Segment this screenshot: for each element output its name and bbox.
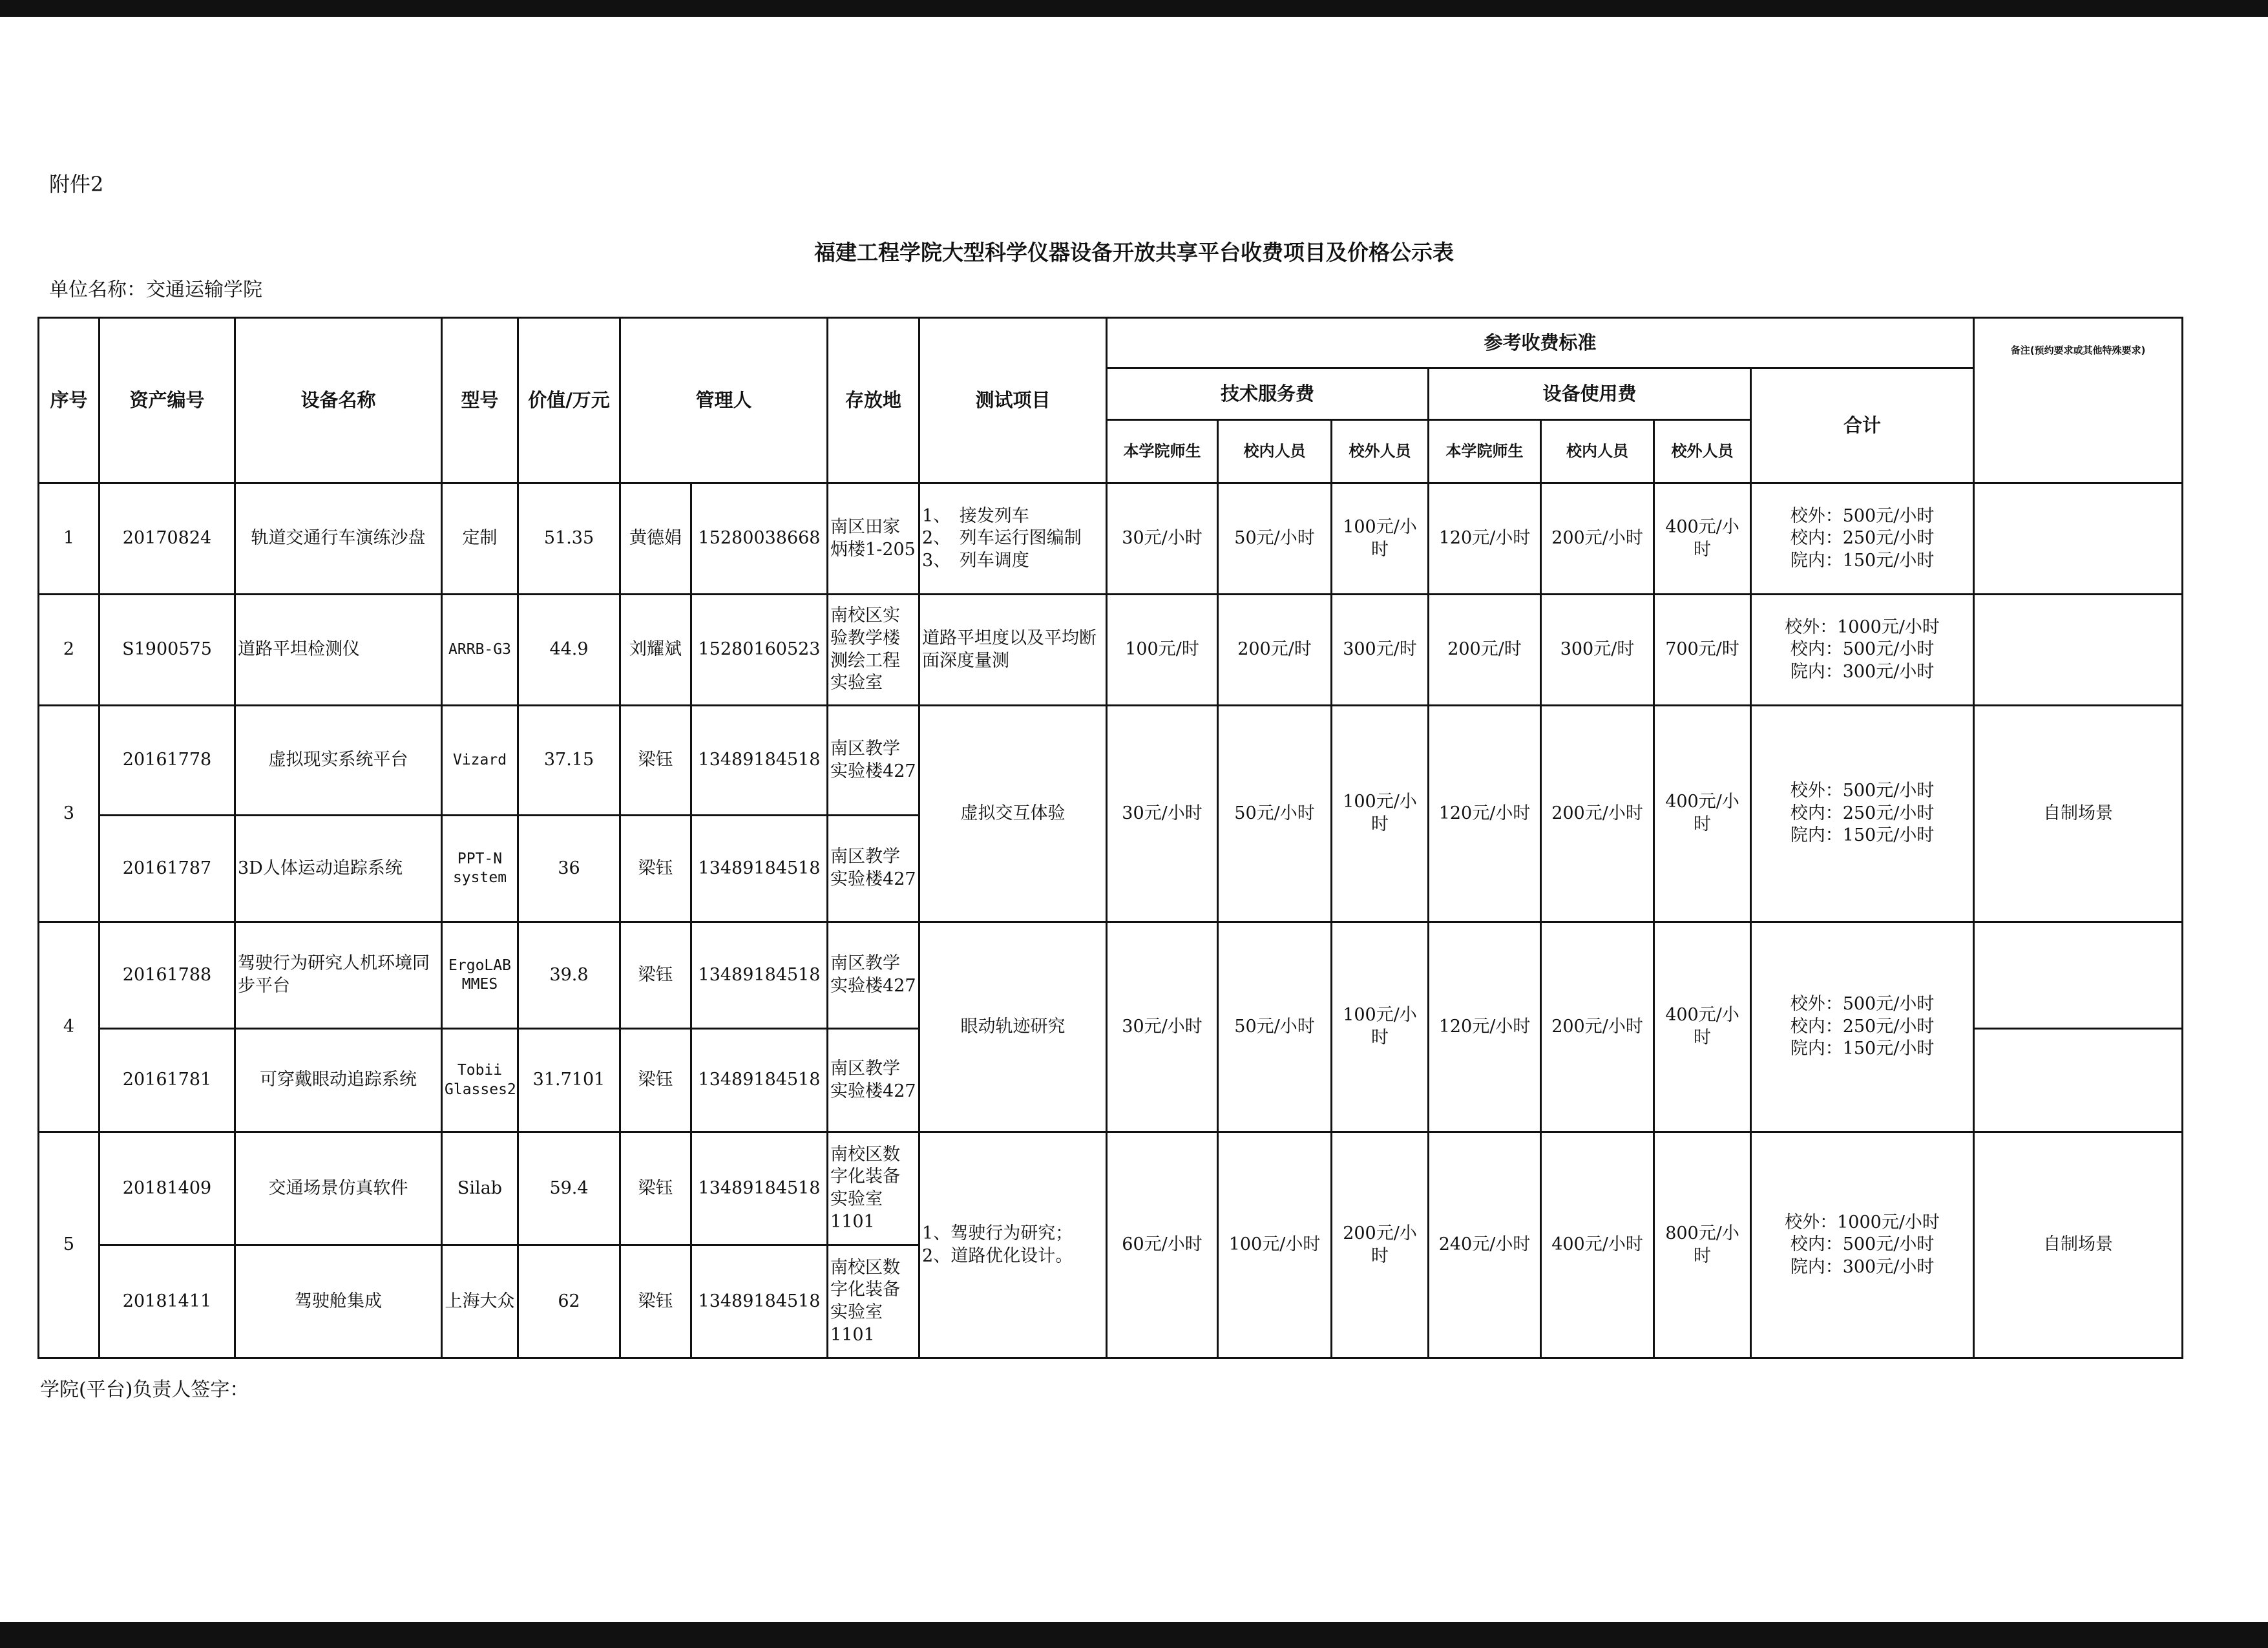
device-name-cell: 可穿戴眼动追踪系统 bbox=[235, 1029, 442, 1132]
asset-no-cell: 20161781 bbox=[100, 1029, 235, 1132]
usage-fee-off-campus-cell: 400元/小时 bbox=[1654, 483, 1751, 595]
test-item: 2、 列车运行图编制 bbox=[922, 528, 1082, 549]
page-title: 福建工程学院大型科学仪器设备开放共享平台收费项目及价格公示表 bbox=[814, 240, 1454, 265]
usage-fee-on-campus-cell: 200元/小时 bbox=[1541, 922, 1654, 1132]
asset-no-cell: 20161787 bbox=[100, 816, 235, 922]
phone-cell: 15280160523 bbox=[691, 595, 828, 706]
header-tech-off-campus: 校外人员 bbox=[1332, 420, 1429, 483]
manager-name-cell: 梁钰 bbox=[620, 1245, 691, 1358]
total-cell bbox=[1751, 1132, 1974, 1358]
total-line: 校内：250元/小时 bbox=[1790, 803, 1935, 823]
signature-label: 学院(平台)负责人签字： bbox=[40, 1379, 249, 1401]
value-cell: 39.8 bbox=[518, 922, 620, 1029]
header-asset-no: 资产编号 bbox=[100, 318, 235, 483]
tech-fee-on-campus-cell: 50元/小时 bbox=[1218, 922, 1332, 1132]
location-cell: 南区教学实验楼427 bbox=[828, 816, 919, 922]
scan-border-bottom bbox=[0, 1622, 2268, 1648]
phone-cell: 13489184518 bbox=[691, 706, 828, 816]
header-tech-on-campus: 校内人员 bbox=[1218, 420, 1332, 483]
tech-fee-college-cell: 60元/小时 bbox=[1107, 1132, 1218, 1358]
unit-label: 单位名称：交通运输学院 bbox=[49, 279, 262, 301]
location-cell: 南区田家炳楼1-205 bbox=[828, 483, 919, 595]
tech-fee-on-campus-cell: 50元/小时 bbox=[1218, 483, 1332, 595]
total-line: 校内：500元/小时 bbox=[1790, 1234, 1935, 1255]
total-line: 院内：300元/小时 bbox=[1790, 661, 1935, 682]
table-row bbox=[39, 1132, 2183, 1245]
test-item: 2、道路优化设计。 bbox=[922, 1245, 1073, 1266]
usage-fee-off-campus-cell: 400元/小时 bbox=[1654, 922, 1751, 1132]
tech-fee-off-campus-cell: 100元/小时 bbox=[1332, 922, 1429, 1132]
header-location: 存放地 bbox=[828, 318, 919, 483]
attachment-label: 附件2 bbox=[49, 172, 104, 196]
phone-cell: 13489184518 bbox=[691, 816, 828, 922]
phone-cell: 13489184518 bbox=[691, 1029, 828, 1132]
scan-border-top bbox=[0, 0, 2268, 17]
test-items-cell: 道路平坦度以及平均断面深度量测 bbox=[919, 595, 1107, 706]
tech-fee-on-campus-cell: 100元/小时 bbox=[1218, 1132, 1332, 1358]
total-cell bbox=[1751, 922, 1974, 1132]
header-seq: 序号 bbox=[39, 318, 100, 483]
usage-fee-on-campus-cell: 200元/小时 bbox=[1541, 483, 1654, 595]
device-name-cell: 道路平坦检测仪 bbox=[235, 595, 442, 706]
model-cell: PPT-N system bbox=[442, 816, 518, 922]
header-usage-college: 本学院师生 bbox=[1429, 420, 1541, 483]
usage-fee-college-cell: 120元/小时 bbox=[1429, 922, 1541, 1132]
test-item: 1、 接发列车 bbox=[922, 505, 1029, 526]
remark-cell bbox=[1974, 483, 2183, 595]
header-fee-standard: 参考收费标准 bbox=[1107, 318, 1974, 368]
value-cell: 62 bbox=[518, 1245, 620, 1358]
phone-cell: 13489184518 bbox=[691, 922, 828, 1029]
manager-name-cell: 梁钰 bbox=[620, 706, 691, 816]
tech-fee-off-campus-cell: 200元/小时 bbox=[1332, 1132, 1429, 1358]
header-usage-on-campus: 校内人员 bbox=[1541, 420, 1654, 483]
header-tech-college: 本学院师生 bbox=[1107, 420, 1218, 483]
test-items-cell: 眼动轨迹研究 bbox=[919, 922, 1107, 1132]
device-name-cell: 驾驶行为研究人机环境同步平台 bbox=[235, 922, 442, 1029]
model-cell: 定制 bbox=[442, 483, 518, 595]
header-remark: 备注(预约要求或其他特殊要求) bbox=[1974, 318, 2183, 483]
total-line: 校内：500元/小时 bbox=[1790, 639, 1935, 660]
location-cell: 南区教学实验楼427 bbox=[828, 922, 919, 1029]
header-usage-fee: 设备使用费 bbox=[1429, 368, 1751, 420]
total-line: 校内：250元/小时 bbox=[1790, 1016, 1935, 1037]
remark-cell bbox=[1974, 922, 2183, 1029]
header-value: 价值/万元 bbox=[518, 318, 620, 483]
value-cell: 59.4 bbox=[518, 1132, 620, 1245]
value-cell: 31.7101 bbox=[518, 1029, 620, 1132]
usage-fee-off-campus-cell: 800元/小时 bbox=[1654, 1132, 1751, 1358]
location-cell: 南校区数字化装备实验室1101 bbox=[828, 1245, 919, 1358]
tech-fee-off-campus-cell: 100元/小时 bbox=[1332, 483, 1429, 595]
tech-fee-off-campus-cell: 100元/小时 bbox=[1332, 706, 1429, 922]
remark-cell bbox=[1974, 1029, 2183, 1132]
total-line: 院内：150元/小时 bbox=[1790, 550, 1935, 571]
device-name-cell: 3D人体运动追踪系统 bbox=[235, 816, 442, 922]
model-cell: ErgoLAB MMES bbox=[442, 922, 518, 1029]
manager-name-cell: 梁钰 bbox=[620, 1029, 691, 1132]
asset-no-cell: 20161778 bbox=[100, 706, 235, 816]
test-items-cell bbox=[919, 1132, 1107, 1358]
total-line: 校外：1000元/小时 bbox=[1785, 617, 1940, 637]
total-line: 院内：150元/小时 bbox=[1790, 1039, 1935, 1059]
seq-cell: 2 bbox=[39, 595, 100, 706]
total-line: 校外：1000元/小时 bbox=[1785, 1212, 1940, 1232]
fee-table bbox=[37, 317, 2183, 1359]
total-line: 院内：300元/小时 bbox=[1790, 1256, 1935, 1277]
location-cell: 南区教学实验楼427 bbox=[828, 1029, 919, 1132]
usage-fee-on-campus-cell: 400元/小时 bbox=[1541, 1132, 1654, 1358]
usage-fee-college-cell: 120元/小时 bbox=[1429, 706, 1541, 922]
value-cell: 37.15 bbox=[518, 706, 620, 816]
total-line: 院内：150元/小时 bbox=[1790, 825, 1935, 846]
usage-fee-off-campus-cell: 400元/小时 bbox=[1654, 706, 1751, 922]
seq-cell: 3 bbox=[39, 706, 100, 922]
usage-fee-on-campus-cell: 200元/小时 bbox=[1541, 706, 1654, 922]
tech-fee-college-cell: 30元/小时 bbox=[1107, 483, 1218, 595]
usage-fee-off-campus-cell: 700元/时 bbox=[1654, 595, 1751, 706]
asset-no-cell: 20170824 bbox=[100, 483, 235, 595]
header-device-name: 设备名称 bbox=[235, 318, 442, 483]
asset-no-cell: 20161788 bbox=[100, 922, 235, 1029]
remark-cell bbox=[1974, 595, 2183, 706]
model-cell: ARRB-G3 bbox=[442, 595, 518, 706]
table-row bbox=[39, 706, 2183, 816]
usage-fee-college-cell: 240元/小时 bbox=[1429, 1132, 1541, 1358]
table-row bbox=[39, 483, 2183, 595]
asset-no-cell: S1900575 bbox=[100, 595, 235, 706]
model-cell: 上海大众 bbox=[442, 1245, 518, 1358]
header-model: 型号 bbox=[442, 318, 518, 483]
manager-name-cell: 梁钰 bbox=[620, 922, 691, 1029]
tech-fee-college-cell: 100元/时 bbox=[1107, 595, 1218, 706]
total-line: 校外：500元/小时 bbox=[1790, 994, 1935, 1015]
remark-cell: 自制场景 bbox=[1974, 706, 2183, 922]
total-line: 校外：500元/小时 bbox=[1790, 505, 1935, 526]
manager-name-cell: 梁钰 bbox=[620, 1132, 691, 1245]
tech-fee-off-campus-cell: 300元/时 bbox=[1332, 595, 1429, 706]
header-test-items: 测试项目 bbox=[919, 318, 1107, 483]
asset-no-cell: 20181409 bbox=[100, 1132, 235, 1245]
table-row bbox=[39, 595, 2183, 706]
device-name-cell: 轨道交通行车演练沙盘 bbox=[235, 483, 442, 595]
test-item: 1、驾驶行为研究； bbox=[922, 1223, 1073, 1243]
tech-fee-college-cell: 30元/小时 bbox=[1107, 706, 1218, 922]
location-cell: 南校区实验教学楼 测绘工程 实验室 bbox=[828, 595, 919, 706]
tech-fee-on-campus-cell: 200元/时 bbox=[1218, 595, 1332, 706]
usage-fee-college-cell: 120元/小时 bbox=[1429, 483, 1541, 595]
device-name-cell: 驾驶舱集成 bbox=[235, 1245, 442, 1358]
location-cell: 南区教学实验楼427 bbox=[828, 706, 919, 816]
total-cell bbox=[1751, 595, 1974, 706]
test-item: 3、 列车调度 bbox=[922, 550, 1029, 571]
phone-cell: 13489184518 bbox=[691, 1245, 828, 1358]
asset-no-cell: 20181411 bbox=[100, 1245, 235, 1358]
device-name-cell: 虚拟现实系统平台 bbox=[235, 706, 442, 816]
test-items-cell: 虚拟交互体验 bbox=[919, 706, 1107, 922]
remark-cell: 自制场景 bbox=[1974, 1132, 2183, 1358]
usage-fee-on-campus-cell: 300元/时 bbox=[1541, 595, 1654, 706]
manager-name-cell: 刘耀斌 bbox=[620, 595, 691, 706]
seq-cell: 1 bbox=[39, 483, 100, 595]
phone-cell: 15280038668 bbox=[691, 483, 828, 595]
header-usage-off-campus: 校外人员 bbox=[1654, 420, 1751, 483]
value-cell: 51.35 bbox=[518, 483, 620, 595]
total-line: 校内：250元/小时 bbox=[1790, 528, 1935, 549]
header-tech-fee: 技术服务费 bbox=[1107, 368, 1429, 420]
model-cell: Tobii Glasses2 bbox=[442, 1029, 518, 1132]
device-name-cell: 交通场景仿真软件 bbox=[235, 1132, 442, 1245]
tech-fee-college-cell: 30元/小时 bbox=[1107, 922, 1218, 1132]
phone-cell: 13489184518 bbox=[691, 1132, 828, 1245]
seq-cell: 5 bbox=[39, 1132, 100, 1358]
test-items-cell bbox=[919, 483, 1107, 595]
manager-name-cell: 梁钰 bbox=[620, 816, 691, 922]
model-cell: Silab bbox=[442, 1132, 518, 1245]
table-row bbox=[39, 922, 2183, 1029]
total-cell bbox=[1751, 483, 1974, 595]
value-cell: 36 bbox=[518, 816, 620, 922]
manager-name-cell: 黄德娟 bbox=[620, 483, 691, 595]
total-line: 校外：500元/小时 bbox=[1790, 781, 1935, 801]
model-cell: Vizard bbox=[442, 706, 518, 816]
location-cell: 南校区数字化装备实验室1101 bbox=[828, 1132, 919, 1245]
total-cell bbox=[1751, 706, 1974, 922]
value-cell: 44.9 bbox=[518, 595, 620, 706]
header-total: 合计 bbox=[1751, 368, 1974, 483]
header-manager: 管理人 bbox=[620, 318, 828, 483]
tech-fee-on-campus-cell: 50元/小时 bbox=[1218, 706, 1332, 922]
seq-cell: 4 bbox=[39, 922, 100, 1132]
usage-fee-college-cell: 200元/时 bbox=[1429, 595, 1541, 706]
